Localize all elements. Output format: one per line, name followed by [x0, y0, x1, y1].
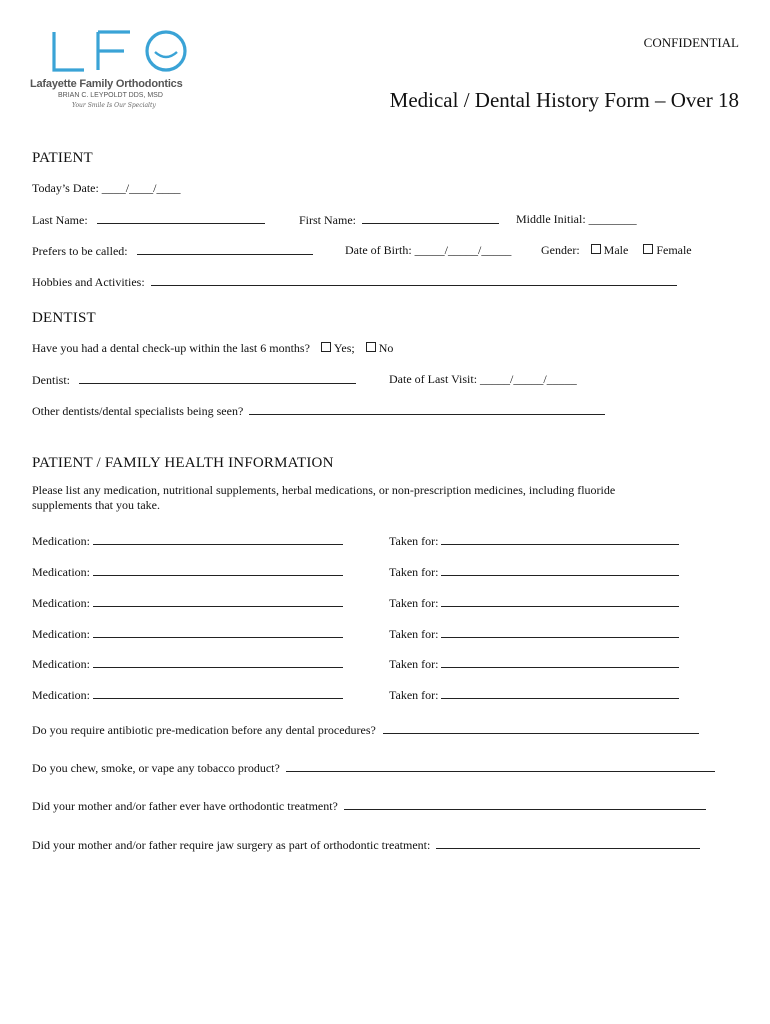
medication-label: Medication:: [32, 534, 90, 548]
medication-field[interactable]: [32, 626, 343, 642]
jaw-surgery-question-field[interactable]: [32, 837, 700, 853]
checkup-yes-option[interactable]: [321, 341, 355, 355]
dentist-field[interactable]: [32, 372, 356, 388]
checkup-question: [32, 341, 393, 356]
patient-heading: PATIENT: [32, 150, 93, 166]
middle-initial-field[interactable]: Middle Initial: ________: [516, 212, 637, 226]
taken-for-field[interactable]: [389, 564, 679, 580]
medication-line: [93, 564, 343, 576]
last-name-label: Last Name:: [32, 213, 88, 227]
medication-label: Medication:: [32, 565, 90, 579]
checkbox-icon[interactable]: [321, 342, 331, 352]
medication-label: Medication:: [32, 657, 90, 671]
logo-tagline: Your Smile Is Our Specialty: [72, 102, 156, 109]
hobbies-line: [151, 274, 677, 286]
taken-for-label: Taken for:: [389, 565, 439, 579]
preferred-name-label: Prefers to be called:: [32, 244, 128, 258]
other-specialists-line: [249, 403, 605, 415]
checkbox-icon[interactable]: [366, 342, 376, 352]
jaw-surgery-answer-line: [436, 837, 700, 849]
health-heading: PATIENT / FAMILY HEALTH INFORMATION: [32, 455, 334, 471]
medication-line: [93, 687, 343, 699]
health-instructions-line1: Please list any medication, nutritional supplements, herbal medications, or non-prescription medicines, including fluoride: [32, 483, 616, 497]
taken-for-line: [441, 656, 679, 668]
medication-line: [93, 533, 343, 545]
practice-name: Lafayette Family Orthodontics: [30, 78, 183, 90]
health-instructions-line2: supplements that you take.: [32, 498, 160, 512]
antibiotic-question: Do you require antibiotic pre-medication before any dental procedures?: [32, 723, 376, 737]
medication-field[interactable]: [32, 595, 343, 611]
no-label: No: [378, 341, 394, 355]
dentist-heading: DENTIST: [32, 310, 96, 326]
taken-for-field[interactable]: [389, 626, 679, 642]
medication-field[interactable]: [32, 656, 343, 672]
gender-male-option[interactable]: [591, 243, 629, 257]
taken-for-line: [441, 626, 679, 638]
dentist-label: Dentist:: [32, 373, 70, 387]
medication-label: Medication:: [32, 688, 90, 702]
todays-date-field[interactable]: Today’s Date: ____/____/____: [32, 181, 181, 195]
taken-for-field[interactable]: [389, 656, 679, 672]
first-name-label: First Name:: [299, 213, 356, 227]
antibiotic-answer-line: [383, 722, 699, 734]
last-name-line: [97, 212, 265, 224]
ortho-answer-line: [344, 798, 706, 810]
gender-field: [541, 243, 692, 258]
antibiotic-question-field[interactable]: [32, 722, 699, 738]
other-specialists-field[interactable]: [32, 403, 605, 419]
male-label: Male: [603, 243, 629, 257]
taken-for-field[interactable]: [389, 595, 679, 611]
taken-for-label: Taken for:: [389, 627, 439, 641]
medication-field[interactable]: [32, 687, 343, 703]
first-name-field[interactable]: [299, 212, 499, 228]
checkbox-icon[interactable]: [643, 244, 653, 254]
hobbies-label: Hobbies and Activities:: [32, 275, 145, 289]
medication-field[interactable]: [32, 564, 343, 580]
medication-label: Medication:: [32, 627, 90, 641]
form-title: Medical / Dental History Form – Over 18: [389, 88, 739, 112]
preferred-name-field[interactable]: [32, 243, 313, 259]
medication-line: [93, 656, 343, 668]
checkup-question-text: Have you had a dental check-up within the last 6 months?: [32, 341, 310, 355]
taken-for-line: [441, 564, 679, 576]
last-visit-field[interactable]: Date of Last Visit: _____/_____/_____: [389, 372, 577, 386]
confidential-label: CONFIDENTIAL: [643, 35, 739, 50]
tobacco-question-field[interactable]: [32, 760, 715, 776]
hobbies-field[interactable]: [32, 274, 677, 290]
taken-for-label: Taken for:: [389, 596, 439, 610]
tobacco-answer-line: [286, 760, 715, 772]
ortho-question: Did your mother and/or father ever have orthodontic treatment?: [32, 799, 338, 813]
tobacco-question: Do you chew, smoke, or vape any tobacco product?: [32, 761, 280, 775]
jaw-surgery-question: Did your mother and/or father require jaw surgery as part of orthodontic treatment:: [32, 838, 431, 852]
preferred-name-line: [137, 243, 313, 255]
practice-logo: [30, 28, 205, 114]
other-specialists-label: Other dentists/dental specialists being seen?: [32, 404, 244, 418]
first-name-line: [362, 212, 499, 224]
taken-for-line: [441, 533, 679, 545]
ortho-question-field[interactable]: [32, 798, 706, 814]
taken-for-field[interactable]: [389, 687, 679, 703]
checkbox-icon[interactable]: [591, 244, 601, 254]
taken-for-line: [441, 687, 679, 699]
dentist-line: [79, 372, 356, 384]
checkup-no-option[interactable]: [366, 341, 394, 355]
medication-line: [93, 595, 343, 607]
dob-field[interactable]: Date of Birth: _____/_____/_____: [345, 243, 512, 257]
medication-label: Medication:: [32, 596, 90, 610]
yes-label: Yes;: [333, 341, 355, 355]
medication-line: [93, 626, 343, 638]
gender-label: Gender:: [541, 243, 580, 257]
taken-for-label: Taken for:: [389, 688, 439, 702]
taken-for-line: [441, 595, 679, 607]
medication-field[interactable]: [32, 533, 343, 549]
doctor-name: BRIAN C. LEYPOLDT DDS, MSD: [58, 92, 163, 99]
last-name-field[interactable]: [32, 212, 265, 228]
taken-for-field[interactable]: [389, 533, 679, 549]
taken-for-label: Taken for:: [389, 534, 439, 548]
lfo-logo-icon: [48, 28, 198, 76]
female-label: Female: [656, 243, 692, 257]
taken-for-label: Taken for:: [389, 657, 439, 671]
gender-female-option[interactable]: [643, 243, 691, 257]
